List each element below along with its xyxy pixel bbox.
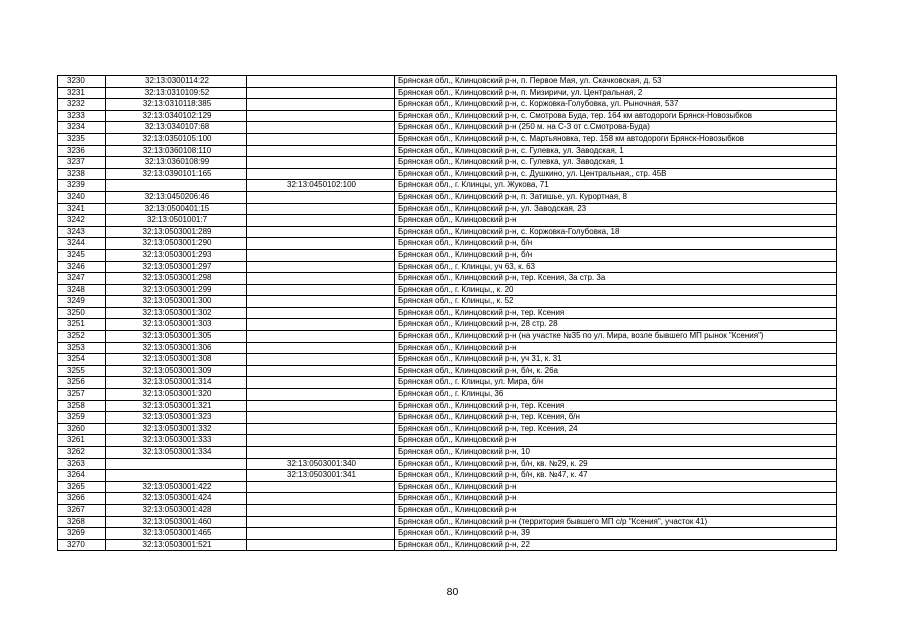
address-cell: Брянская обл., Клинцовский р-н, тер. Ксения, б/н (395, 412, 837, 424)
row-number-cell: 3252 (58, 331, 106, 343)
cadastral-number-alt-cell (247, 307, 395, 319)
cadastral-number-cell: 32:13:0503001:321 (106, 400, 247, 412)
table-row (58, 145, 837, 157)
cadastral-number-cell: 32:13:0503001:308 (106, 354, 247, 366)
cadastral-number-alt-cell: 32:13:0503001:341 (247, 470, 395, 482)
cadastral-number-alt-cell (247, 412, 395, 424)
row-number-cell: 3268 (58, 516, 106, 528)
table-row (58, 412, 837, 424)
cadastral-number-alt-cell (247, 528, 395, 540)
cadastral-number-cell: 32:13:0360108:99 (106, 157, 247, 169)
cadastral-number-cell: 32:13:0501001:7 (106, 215, 247, 227)
table-row (58, 539, 837, 551)
table-row (58, 493, 837, 505)
table-row (58, 400, 837, 412)
cadastral-number-alt-cell (247, 354, 395, 366)
row-number-cell: 3263 (58, 458, 106, 470)
address-cell: Брянская обл., Клинцовский р-н, б/н, кв. №47, к. 47 (395, 470, 837, 482)
cadastral-number-cell: 32:13:0310109:52 (106, 87, 247, 99)
table-row (58, 76, 837, 88)
table-row (58, 504, 837, 516)
row-number-cell: 3261 (58, 435, 106, 447)
address-cell: Брянская обл., Клинцовский р-н, уч 31, к. 31 (395, 354, 837, 366)
cadastral-number-alt-cell (247, 203, 395, 215)
cadastral-number-cell: 32:13:0340107:68 (106, 122, 247, 134)
address-cell: Брянская обл., Клинцовский р-н, тер. Ксения, 3а стр. 3а (395, 273, 837, 285)
cadastral-number-cell: 32:13:0503001:297 (106, 261, 247, 273)
table-row (58, 342, 837, 354)
cadastral-number-alt-cell (247, 133, 395, 145)
row-number-cell: 3269 (58, 528, 106, 540)
cadastral-number-cell: 32:13:0500401:15 (106, 203, 247, 215)
row-number-cell: 3230 (58, 76, 106, 88)
row-number-cell: 3254 (58, 354, 106, 366)
cadastral-number-alt-cell (247, 215, 395, 227)
row-number-cell: 3242 (58, 215, 106, 227)
cadastral-number-alt-cell (247, 145, 395, 157)
row-number-cell: 3257 (58, 389, 106, 401)
cadastral-number-alt-cell: 32:13:0450102:100 (247, 180, 395, 192)
register-table-body (58, 76, 837, 551)
cadastral-number-cell: 32:13:0503001:465 (106, 528, 247, 540)
row-number-cell: 3258 (58, 400, 106, 412)
row-number-cell: 3262 (58, 447, 106, 459)
row-number-cell: 3232 (58, 99, 106, 111)
cadastral-number-cell: 32:13:0503001:298 (106, 273, 247, 285)
table-row (58, 354, 837, 366)
row-number-cell: 3259 (58, 412, 106, 424)
row-number-cell: 3248 (58, 284, 106, 296)
row-number-cell: 3264 (58, 470, 106, 482)
address-cell: Брянская обл., г. Клинцы, ул. Жукова, 71 (395, 180, 837, 192)
table-row (58, 273, 837, 285)
table-row (58, 180, 837, 192)
row-number-cell: 3231 (58, 87, 106, 99)
cadastral-number-cell: 32:13:0503001:424 (106, 493, 247, 505)
row-number-cell: 3247 (58, 273, 106, 285)
address-cell: Брянская обл., Клинцовский р-н (395, 481, 837, 493)
cadastral-number-cell (106, 470, 247, 482)
cadastral-number-cell: 32:13:0390101:165 (106, 168, 247, 180)
address-cell: Брянская обл., г. Клинцы, уч 63, к. 63 (395, 261, 837, 273)
row-number-cell: 3266 (58, 493, 106, 505)
cadastral-number-alt-cell (247, 435, 395, 447)
row-number-cell: 3245 (58, 249, 106, 261)
cadastral-number-alt-cell (247, 539, 395, 551)
cadastral-number-cell: 32:13:0360108:110 (106, 145, 247, 157)
cadastral-number-alt-cell (247, 504, 395, 516)
cadastral-number-alt-cell (247, 331, 395, 343)
cadastral-number-alt-cell (247, 249, 395, 261)
row-number-cell: 3244 (58, 238, 106, 250)
cadastral-number-cell: 32:13:0300114:22 (106, 76, 247, 88)
row-number-cell: 3235 (58, 133, 106, 145)
cadastral-number-alt-cell (247, 191, 395, 203)
table-row (58, 203, 837, 215)
cadastral-number-cell: 32:13:0310118:385 (106, 99, 247, 111)
address-cell: Брянская обл., г. Клинцы,, к. 20 (395, 284, 837, 296)
row-number-cell: 3239 (58, 180, 106, 192)
cadastral-number-alt-cell (247, 423, 395, 435)
address-cell: Брянская обл., г. Клинцы, ул. Мира, б/н (395, 377, 837, 389)
row-number-cell: 3265 (58, 481, 106, 493)
address-cell: Брянская обл., г. Клинцы,, к. 52 (395, 296, 837, 308)
address-cell: Брянская обл., Клинцовский р-н (395, 342, 837, 354)
address-cell: Брянская обл., Клинцовский р-н (395, 493, 837, 505)
row-number-cell: 3240 (58, 191, 106, 203)
page-number: 80 (446, 586, 459, 598)
address-cell: Брянская обл., Клинцовский р-н, 10 (395, 447, 837, 459)
row-number-cell: 3241 (58, 203, 106, 215)
cadastral-number-cell: 32:13:0503001:299 (106, 284, 247, 296)
table-row (58, 458, 837, 470)
row-number-cell: 3260 (58, 423, 106, 435)
address-cell: Брянская обл., Клинцовский р-н (250 м. на С-З от с.Смотрова-Буда) (395, 122, 837, 134)
table-row (58, 122, 837, 134)
cadastral-number-alt-cell (247, 389, 395, 401)
table-row (58, 470, 837, 482)
table-row (58, 423, 837, 435)
cadastral-number-alt-cell (247, 400, 395, 412)
table-row (58, 319, 837, 331)
cadastral-number-cell: 32:13:0350105:100 (106, 133, 247, 145)
address-cell: Брянская обл., Клинцовский р-н, 28 стр. 28 (395, 319, 837, 331)
address-cell: Брянская обл., Клинцовский р-н, б/н (395, 249, 837, 261)
table-row (58, 435, 837, 447)
cadastral-number-alt-cell (247, 238, 395, 250)
cadastral-number-cell: 32:13:0503001:290 (106, 238, 247, 250)
address-cell: Брянская обл., Клинцовский р-н (территория бывшего МП с/р "Ксения", участок 41) (395, 516, 837, 528)
cadastral-number-cell: 32:13:0503001:306 (106, 342, 247, 354)
cadastral-number-alt-cell (247, 365, 395, 377)
table-row (58, 365, 837, 377)
cadastral-number-alt-cell: 32:13:0503001:340 (247, 458, 395, 470)
row-number-cell: 3251 (58, 319, 106, 331)
cadastral-number-cell: 32:13:0503001:309 (106, 365, 247, 377)
table-row (58, 191, 837, 203)
row-number-cell: 3246 (58, 261, 106, 273)
row-number-cell: 3249 (58, 296, 106, 308)
address-cell: Брянская обл., Клинцовский р-н, с. Душкино, ул. Центральная,, стр. 45В (395, 168, 837, 180)
cadastral-number-cell: 32:13:0503001:303 (106, 319, 247, 331)
table-row (58, 226, 837, 238)
cadastral-number-alt-cell (247, 168, 395, 180)
address-cell: Брянская обл., Клинцовский р-н, с. Смотрова Буда, тер. 164 км автодороги Брянск-Новозыбков (395, 110, 837, 122)
table-row (58, 157, 837, 169)
cadastral-number-cell: 32:13:0503001:332 (106, 423, 247, 435)
register-table (57, 75, 837, 551)
cadastral-number-alt-cell (247, 273, 395, 285)
address-cell: Брянская обл., Клинцовский р-н, с. Коржовка-Голубовка, ул. Рыночная, 537 (395, 99, 837, 111)
cadastral-number-alt-cell (247, 481, 395, 493)
table-row (58, 307, 837, 319)
cadastral-number-cell: 32:13:0503001:422 (106, 481, 247, 493)
cadastral-number-cell: 32:13:0503001:428 (106, 504, 247, 516)
table-row (58, 389, 837, 401)
row-number-cell: 3256 (58, 377, 106, 389)
cadastral-number-cell: 32:13:0503001:334 (106, 447, 247, 459)
row-number-cell: 3255 (58, 365, 106, 377)
table-row (58, 87, 837, 99)
table-row (58, 481, 837, 493)
table-row (58, 238, 837, 250)
address-cell: Брянская обл., Клинцовский р-н, тер. Ксения (395, 307, 837, 319)
cadastral-number-cell: 32:13:0503001:289 (106, 226, 247, 238)
cadastral-number-cell: 32:13:0503001:300 (106, 296, 247, 308)
cadastral-number-cell: 32:13:0503001:302 (106, 307, 247, 319)
cadastral-number-cell: 32:13:0503001:333 (106, 435, 247, 447)
address-cell: Брянская обл., Клинцовский р-н, тер. Ксения, 24 (395, 423, 837, 435)
row-number-cell: 3243 (58, 226, 106, 238)
address-cell: Брянская обл., Клинцовский р-н, п. Первое Мая, ул. Скачковская, д. 53 (395, 76, 837, 88)
table-row (58, 296, 837, 308)
table-row (58, 110, 837, 122)
cadastral-number-alt-cell (247, 284, 395, 296)
cadastral-number-alt-cell (247, 516, 395, 528)
address-cell: Брянская обл., Клинцовский р-н, б/н (395, 238, 837, 250)
cadastral-number-alt-cell (247, 493, 395, 505)
address-cell: Брянская обл., Клинцовский р-н, 39 (395, 528, 837, 540)
row-number-cell: 3267 (58, 504, 106, 516)
row-number-cell: 3237 (58, 157, 106, 169)
address-cell: Брянская обл., Клинцовский р-н, тер. Ксения (395, 400, 837, 412)
cadastral-number-alt-cell (247, 226, 395, 238)
table-row (58, 516, 837, 528)
address-cell: Брянская обл., Клинцовский р-н (395, 215, 837, 227)
address-cell: Брянская обл., Клинцовский р-н, с. Коржовка-Голубовка, 18 (395, 226, 837, 238)
cadastral-number-cell: 32:13:0503001:320 (106, 389, 247, 401)
cadastral-number-cell: 32:13:0503001:521 (106, 539, 247, 551)
cadastral-number-alt-cell (247, 157, 395, 169)
table-row (58, 331, 837, 343)
address-cell: Брянская обл., г. Клинцы, 36 (395, 389, 837, 401)
row-number-cell: 3233 (58, 110, 106, 122)
table-row (58, 99, 837, 111)
cadastral-number-cell (106, 458, 247, 470)
row-number-cell: 3236 (58, 145, 106, 157)
table-row (58, 261, 837, 273)
table-row (58, 447, 837, 459)
cadastral-number-alt-cell (247, 377, 395, 389)
row-number-cell: 3250 (58, 307, 106, 319)
cadastral-number-alt-cell (247, 261, 395, 273)
cadastral-number-alt-cell (247, 99, 395, 111)
table-row (58, 168, 837, 180)
row-number-cell: 3234 (58, 122, 106, 134)
row-number-cell: 3238 (58, 168, 106, 180)
row-number-cell: 3253 (58, 342, 106, 354)
address-cell: Брянская обл., Клинцовский р-н, б/н, к. 26а (395, 365, 837, 377)
cadastral-number-cell: 32:13:0503001:460 (106, 516, 247, 528)
table-row (58, 377, 837, 389)
cadastral-number-alt-cell (247, 319, 395, 331)
address-cell: Брянская обл., Клинцовский р-н, ул. Заводская, 23 (395, 203, 837, 215)
address-cell: Брянская обл., Клинцовский р-н, п. Затишье, ул. Курортная, 8 (395, 191, 837, 203)
cadastral-number-alt-cell (247, 76, 395, 88)
address-cell: Брянская обл., Клинцовский р-н, с. Гулевка, ул. Заводская, 1 (395, 157, 837, 169)
address-cell: Брянская обл., Клинцовский р-н, с. Гулевка, ул. Заводская, 1 (395, 145, 837, 157)
address-cell: Брянская обл., Клинцовский р-н, б/н, кв. №29, к. 29 (395, 458, 837, 470)
cadastral-number-alt-cell (247, 447, 395, 459)
address-cell: Брянская обл., Клинцовский р-н (395, 504, 837, 516)
table-row (58, 528, 837, 540)
cadastral-number-alt-cell (247, 296, 395, 308)
address-cell: Брянская обл., Клинцовский р-н (на участке №35 по ул. Мира, возле бывшего МП рынок "Ксения") (395, 331, 837, 343)
address-cell: Брянская обл., Клинцовский р-н (395, 435, 837, 447)
cadastral-number-cell: 32:13:0503001:314 (106, 377, 247, 389)
address-cell: Брянская обл., Клинцовский р-н, п. Мизиричи, ул. Центральная, 2 (395, 87, 837, 99)
cadastral-number-cell: 32:13:0450206:46 (106, 191, 247, 203)
cadastral-number-cell: 32:13:0503001:323 (106, 412, 247, 424)
cadastral-number-cell: 32:13:0503001:293 (106, 249, 247, 261)
cadastral-number-alt-cell (247, 110, 395, 122)
cadastral-number-alt-cell (247, 342, 395, 354)
address-cell: Брянская обл., Клинцовский р-н, 22 (395, 539, 837, 551)
cadastral-number-cell: 32:13:0340102:129 (106, 110, 247, 122)
address-cell: Брянская обл., Клинцовский р-н, с. Мартьяновка, тер. 158 км автодороги Брянск-Новозыбков (395, 133, 837, 145)
table-row (58, 215, 837, 227)
cadastral-number-alt-cell (247, 87, 395, 99)
cadastral-number-cell: 32:13:0503001:305 (106, 331, 247, 343)
table-row (58, 249, 837, 261)
table-row (58, 284, 837, 296)
table-row (58, 133, 837, 145)
row-number-cell: 3270 (58, 539, 106, 551)
cadastral-number-cell (106, 180, 247, 192)
cadastral-number-alt-cell (247, 122, 395, 134)
